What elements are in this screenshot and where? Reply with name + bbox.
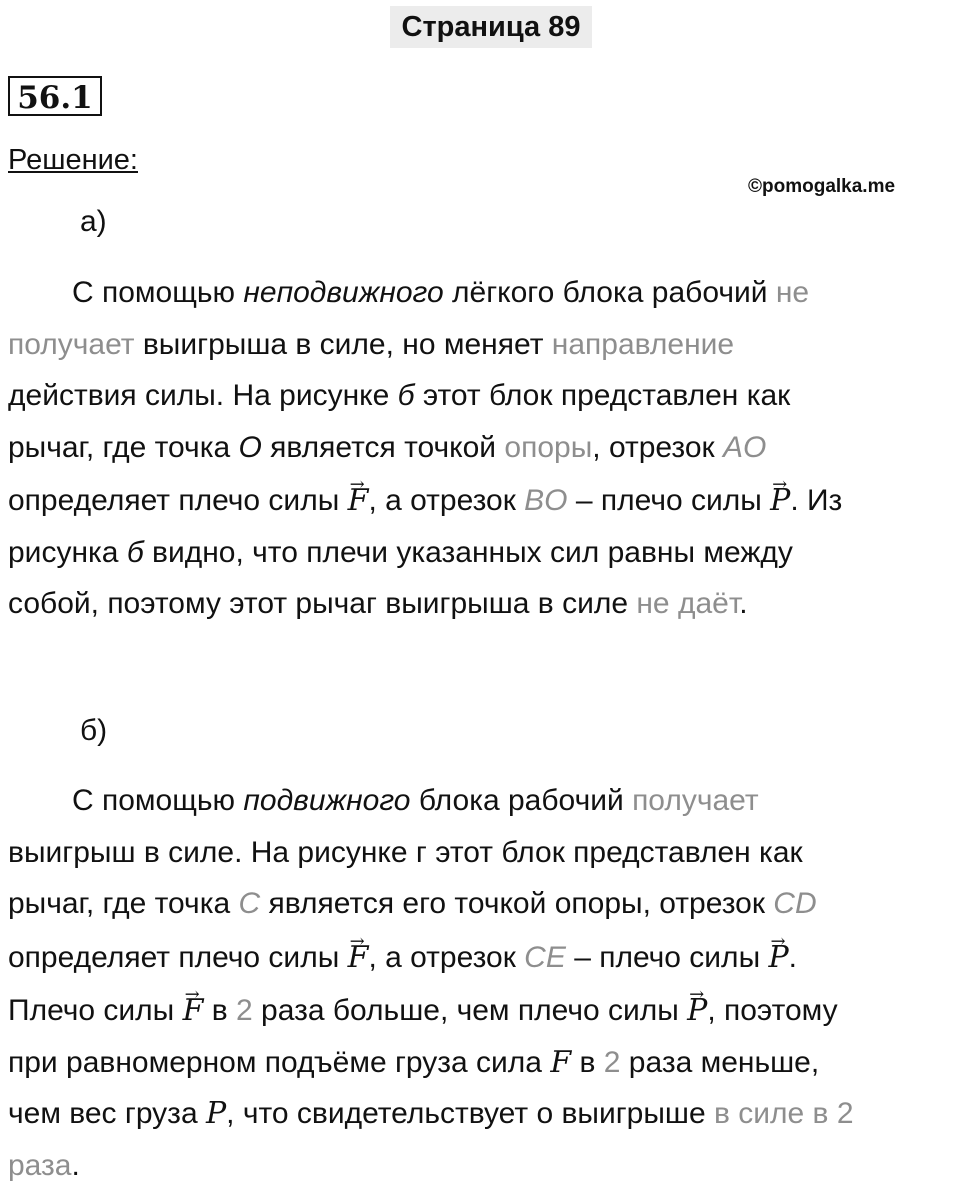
symbol-f: F (550, 1045, 571, 1080)
part-b-line: при равномерном подъёме груза сила F в 2 раза меньше, (8, 1037, 948, 1089)
part-b-line: чем вес груза P, что свидетельствует о выигрыше в силе в 2 (8, 1088, 948, 1140)
part-a-line: рисунка б видно, что плечи указанных сил равны между (8, 527, 948, 579)
part-b-label: б) (80, 714, 107, 748)
part-a-line: собой, поэтому этот рычаг выигрыша в силе не даёт. (8, 578, 948, 630)
part-b-paragraph (8, 775, 948, 1191)
part-b-line: рычаг, где точка C является его точкой опоры, отрезок CD (8, 878, 948, 930)
vector-p: → P (770, 473, 790, 527)
vector-p: → P (687, 983, 707, 1037)
part-b-line: определяет плечо силы → F, а отрезок CE – плечо силы → P. (8, 930, 948, 984)
part-b-line: раза. (8, 1140, 948, 1191)
part-b-line: Плечо силы → F в 2 раза больше, чем плечо силы → P, поэтому (8, 983, 948, 1037)
task-number: 56.1 (8, 76, 102, 116)
part-a-line: С помощью неподвижного лёгкого блока рабочий не (8, 267, 948, 319)
part-a-paragraph (8, 267, 948, 630)
part-b-line: С помощью подвижного блока рабочий получает (8, 775, 948, 827)
vector-f: → F (183, 983, 204, 1037)
vector-p: → P (768, 930, 788, 984)
part-a-line: определяет плечо силы → F, а отрезок BO – плечо силы → P. Из (8, 473, 948, 527)
watermark: ©pomogalka.me (748, 176, 895, 198)
part-a-label: а) (80, 205, 107, 239)
part-a-line: получает выигрыша в силе, но меняет направление (8, 319, 948, 371)
vector-f: → F (348, 930, 369, 984)
part-b-line: выигрыш в силе. На рисунке г этот блок представлен как (8, 827, 948, 879)
vector-f: → F (348, 473, 369, 527)
symbol-p: P (206, 1096, 226, 1131)
solution-label: Решение: (8, 144, 138, 177)
part-a-line: действия силы. На рисунке б этот блок представлен как (8, 370, 948, 422)
page-title: Страница 89 (390, 6, 592, 48)
part-a-line: рычаг, где точка O является точкой опоры, отрезок AO (8, 422, 948, 474)
